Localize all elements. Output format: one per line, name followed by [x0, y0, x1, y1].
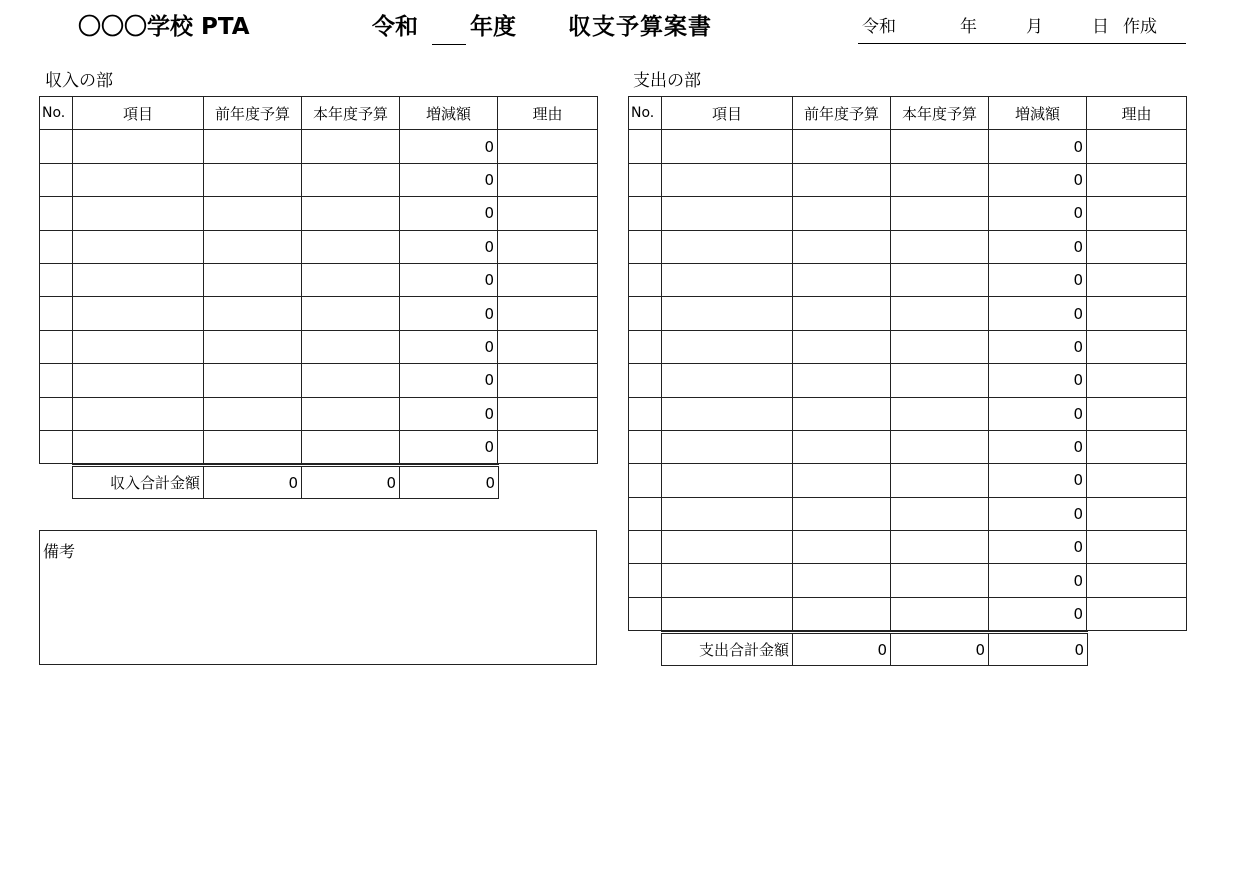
income-total-prev: 0 — [204, 466, 302, 499]
expense-curr-budget-cell[interactable] — [891, 397, 989, 430]
income-total-table — [72, 464, 499, 499]
expense-row — [629, 397, 1187, 430]
expense-reason-cell[interactable] — [1087, 397, 1187, 430]
expense-header-row — [629, 97, 1187, 130]
income-reason-cell[interactable] — [498, 230, 598, 263]
income-no-cell[interactable] — [40, 330, 73, 363]
date-month-label: 月 — [1026, 17, 1043, 37]
income-curr-budget-cell[interactable] — [302, 330, 400, 363]
expense-diff-cell: 0 — [989, 364, 1087, 397]
income-diff-cell: 0 — [400, 197, 498, 230]
income-diff-cell: 0 — [400, 430, 498, 463]
income-row — [40, 130, 598, 163]
expense-no-cell[interactable] — [629, 230, 662, 263]
expense-item-cell[interactable] — [662, 197, 793, 230]
expense-diff-cell: 0 — [989, 263, 1087, 296]
income-prev-budget-cell[interactable] — [204, 297, 302, 330]
expense-item-cell[interactable] — [662, 564, 793, 597]
income-prev-budget-cell[interactable] — [204, 364, 302, 397]
expense-prev-budget-cell[interactable] — [793, 230, 891, 263]
income-prev-budget-cell[interactable] — [204, 330, 302, 363]
expense-reason-cell[interactable] — [1087, 230, 1187, 263]
expense-diff-cell: 0 — [989, 464, 1087, 497]
income-no-cell[interactable] — [40, 397, 73, 430]
expense-row — [629, 263, 1187, 296]
expense-diff-cell: 0 — [989, 531, 1087, 564]
expense-reason-cell[interactable] — [1087, 497, 1187, 530]
expense-no-cell[interactable] — [629, 330, 662, 363]
income-reason-cell[interactable] — [498, 197, 598, 230]
expense-no-cell[interactable] — [629, 297, 662, 330]
expense-prev-budget-cell[interactable] — [793, 497, 891, 530]
expense-prev-budget-cell[interactable] — [793, 163, 891, 196]
expense-no-cell[interactable] — [629, 597, 662, 630]
income-item-cell[interactable] — [73, 230, 204, 263]
expense-item-cell[interactable] — [662, 531, 793, 564]
school-name: 〇〇〇学校 PTA — [78, 14, 250, 40]
col-diff: 増減額 — [989, 97, 1087, 130]
expense-item-cell[interactable] — [662, 597, 793, 630]
income-no-cell[interactable] — [40, 130, 73, 163]
income-curr-budget-cell[interactable] — [302, 263, 400, 296]
income-curr-budget-cell[interactable] — [302, 230, 400, 263]
expense-reason-cell[interactable] — [1087, 364, 1187, 397]
income-reason-cell[interactable] — [498, 297, 598, 330]
expense-curr-budget-cell[interactable] — [891, 230, 989, 263]
income-curr-budget-cell[interactable] — [302, 430, 400, 463]
income-no-cell[interactable] — [40, 430, 73, 463]
expense-curr-budget-cell[interactable] — [891, 464, 989, 497]
income-curr-budget-cell[interactable] — [302, 130, 400, 163]
header-nendo: 年度 — [470, 14, 516, 40]
expense-curr-budget-cell[interactable] — [891, 597, 989, 630]
expense-row — [629, 130, 1187, 163]
expense-item-cell[interactable] — [662, 130, 793, 163]
col-prev-budget: 前年度予算 — [204, 97, 302, 130]
expense-prev-budget-cell[interactable] — [793, 564, 891, 597]
expense-item-cell[interactable] — [662, 430, 793, 463]
expense-diff-cell: 0 — [989, 597, 1087, 630]
income-reason-cell[interactable] — [498, 330, 598, 363]
expense-total-table — [661, 631, 1088, 666]
income-prev-budget-cell[interactable] — [204, 230, 302, 263]
income-no-cell[interactable] — [40, 163, 73, 196]
expense-reason-cell[interactable] — [1087, 430, 1187, 463]
income-item-cell[interactable] — [73, 163, 204, 196]
income-prev-budget-cell[interactable] — [204, 163, 302, 196]
notes-label: 備考 — [43, 542, 76, 561]
expense-prev-budget-cell[interactable] — [793, 297, 891, 330]
date-made-label: 作成 — [1123, 17, 1157, 37]
expense-no-cell[interactable] — [629, 497, 662, 530]
expense-row — [629, 531, 1187, 564]
income-diff-cell: 0 — [400, 297, 498, 330]
income-reason-cell[interactable] — [498, 430, 598, 463]
expense-row — [629, 297, 1187, 330]
income-reason-cell[interactable] — [498, 163, 598, 196]
expense-no-cell[interactable] — [629, 263, 662, 296]
expense-reason-cell[interactable] — [1087, 130, 1187, 163]
income-row — [40, 197, 598, 230]
expense-prev-budget-cell[interactable] — [793, 464, 891, 497]
income-curr-budget-cell[interactable] — [302, 364, 400, 397]
income-reason-cell[interactable] — [498, 130, 598, 163]
income-item-cell[interactable] — [73, 330, 204, 363]
expense-item-cell[interactable] — [662, 263, 793, 296]
expense-curr-budget-cell[interactable] — [891, 497, 989, 530]
col-item: 項目 — [73, 97, 204, 130]
expense-total-row — [662, 633, 1088, 666]
expense-prev-budget-cell[interactable] — [793, 330, 891, 363]
expense-reason-cell[interactable] — [1087, 197, 1187, 230]
expense-diff-cell: 0 — [989, 564, 1087, 597]
income-prev-budget-cell[interactable] — [204, 397, 302, 430]
income-curr-budget-cell[interactable] — [302, 163, 400, 196]
income-no-cell[interactable] — [40, 230, 73, 263]
income-no-cell[interactable] — [40, 263, 73, 296]
expense-item-cell[interactable] — [662, 497, 793, 530]
expense-reason-cell[interactable] — [1087, 564, 1187, 597]
income-item-cell[interactable] — [73, 297, 204, 330]
expense-section-label: 支出の部 — [633, 71, 701, 91]
fiscal-year-blank[interactable] — [432, 44, 466, 45]
expense-item-cell[interactable] — [662, 330, 793, 363]
expense-diff-cell: 0 — [989, 130, 1087, 163]
income-row — [40, 230, 598, 263]
expense-curr-budget-cell[interactable] — [891, 263, 989, 296]
expense-curr-budget-cell[interactable] — [891, 364, 989, 397]
expense-no-cell[interactable] — [629, 130, 662, 163]
income-diff-cell: 0 — [400, 230, 498, 263]
expense-item-cell[interactable] — [662, 364, 793, 397]
expense-diff-cell: 0 — [989, 297, 1087, 330]
expense-curr-budget-cell[interactable] — [891, 297, 989, 330]
col-reason: 理由 — [498, 97, 598, 130]
col-no: No. — [40, 97, 73, 130]
expense-prev-budget-cell[interactable] — [793, 263, 891, 296]
date-day-label: 日 — [1092, 17, 1109, 37]
col-curr-budget: 本年度予算 — [302, 97, 400, 130]
expense-curr-budget-cell[interactable] — [891, 163, 989, 196]
expense-row — [629, 330, 1187, 363]
income-no-cell[interactable] — [40, 197, 73, 230]
expense-curr-budget-cell[interactable] — [891, 197, 989, 230]
income-row — [40, 430, 598, 463]
income-section-label: 収入の部 — [45, 71, 113, 91]
income-row — [40, 263, 598, 296]
expense-item-cell[interactable] — [662, 230, 793, 263]
expense-prev-budget-cell[interactable] — [793, 397, 891, 430]
income-row — [40, 163, 598, 196]
income-diff-cell: 0 — [400, 364, 498, 397]
income-no-cell[interactable] — [40, 297, 73, 330]
income-diff-cell: 0 — [400, 397, 498, 430]
income-prev-budget-cell[interactable] — [204, 263, 302, 296]
expense-diff-cell: 0 — [989, 197, 1087, 230]
document-title: 収支予算案書 — [568, 14, 712, 40]
expense-reason-cell[interactable] — [1087, 297, 1187, 330]
expense-item-cell[interactable] — [662, 464, 793, 497]
expense-total-label: 支出合計金額 — [662, 633, 793, 666]
income-prev-budget-cell[interactable] — [204, 197, 302, 230]
header-era: 令和 — [372, 14, 418, 40]
income-reason-cell[interactable] — [498, 397, 598, 430]
expense-no-cell[interactable] — [629, 464, 662, 497]
income-reason-cell[interactable] — [498, 364, 598, 397]
col-curr-budget: 本年度予算 — [891, 97, 989, 130]
col-item: 項目 — [662, 97, 793, 130]
expense-diff-cell: 0 — [989, 230, 1087, 263]
income-no-cell[interactable] — [40, 364, 73, 397]
income-total-diff: 0 — [400, 466, 499, 499]
income-item-cell[interactable] — [73, 430, 204, 463]
expense-row — [629, 364, 1187, 397]
expense-reason-cell[interactable] — [1087, 464, 1187, 497]
income-row — [40, 364, 598, 397]
date-year-label: 年 — [960, 17, 977, 37]
expense-total-prev: 0 — [793, 633, 891, 666]
expense-prev-budget-cell[interactable] — [793, 364, 891, 397]
expense-row — [629, 464, 1187, 497]
income-item-cell[interactable] — [73, 364, 204, 397]
expense-no-cell[interactable] — [629, 364, 662, 397]
col-prev-budget: 前年度予算 — [793, 97, 891, 130]
expense-reason-cell[interactable] — [1087, 531, 1187, 564]
expense-diff-cell: 0 — [989, 497, 1087, 530]
income-prev-budget-cell[interactable] — [204, 430, 302, 463]
income-diff-cell: 0 — [400, 330, 498, 363]
expense-total-diff: 0 — [989, 633, 1088, 666]
expense-diff-cell: 0 — [989, 397, 1087, 430]
income-item-cell[interactable] — [73, 197, 204, 230]
expense-diff-cell: 0 — [989, 163, 1087, 196]
expense-reason-cell[interactable] — [1087, 263, 1187, 296]
col-reason: 理由 — [1087, 97, 1187, 130]
expense-no-cell[interactable] — [629, 163, 662, 196]
income-curr-budget-cell[interactable] — [302, 397, 400, 430]
col-no: No. — [629, 97, 662, 130]
expense-reason-cell[interactable] — [1087, 330, 1187, 363]
expense-curr-budget-cell[interactable] — [891, 531, 989, 564]
income-header-row — [40, 97, 598, 130]
income-item-cell[interactable] — [73, 397, 204, 430]
expense-diff-cell: 0 — [989, 330, 1087, 363]
expense-row — [629, 163, 1187, 196]
expense-reason-cell[interactable] — [1087, 597, 1187, 630]
expense-row — [629, 430, 1187, 463]
income-curr-budget-cell[interactable] — [302, 297, 400, 330]
expense-total-curr: 0 — [891, 633, 989, 666]
income-reason-cell[interactable] — [498, 263, 598, 296]
expense-curr-budget-cell[interactable] — [891, 330, 989, 363]
expense-row — [629, 497, 1187, 530]
income-total-label: 収入合計金額 — [73, 466, 204, 499]
expense-curr-budget-cell[interactable] — [891, 430, 989, 463]
expense-prev-budget-cell[interactable] — [793, 597, 891, 630]
date-underline — [858, 43, 1186, 44]
income-row — [40, 330, 598, 363]
income-diff-cell: 0 — [400, 263, 498, 296]
expense-diff-cell: 0 — [989, 430, 1087, 463]
expense-curr-budget-cell[interactable] — [891, 564, 989, 597]
income-curr-budget-cell[interactable] — [302, 197, 400, 230]
expense-prev-budget-cell[interactable] — [793, 130, 891, 163]
income-prev-budget-cell[interactable] — [204, 130, 302, 163]
income-total-row — [73, 466, 499, 499]
income-diff-cell: 0 — [400, 163, 498, 196]
income-total-curr: 0 — [302, 466, 400, 499]
expense-curr-budget-cell[interactable] — [891, 130, 989, 163]
expense-prev-budget-cell[interactable] — [793, 531, 891, 564]
income-row — [40, 397, 598, 430]
expense-row — [629, 564, 1187, 597]
expense-no-cell[interactable] — [629, 430, 662, 463]
expense-prev-budget-cell[interactable] — [793, 197, 891, 230]
date-era: 令和 — [862, 17, 896, 37]
expense-row — [629, 197, 1187, 230]
income-table — [39, 96, 598, 464]
expense-no-cell[interactable] — [629, 397, 662, 430]
income-diff-cell: 0 — [400, 130, 498, 163]
income-item-cell[interactable] — [73, 130, 204, 163]
expense-item-cell[interactable] — [662, 163, 793, 196]
income-item-cell[interactable] — [73, 263, 204, 296]
col-diff: 増減額 — [400, 97, 498, 130]
expense-no-cell[interactable] — [629, 197, 662, 230]
expense-row — [629, 230, 1187, 263]
expense-no-cell[interactable] — [629, 564, 662, 597]
expense-no-cell[interactable] — [629, 531, 662, 564]
expense-row — [629, 597, 1187, 630]
expense-prev-budget-cell[interactable] — [793, 430, 891, 463]
expense-item-cell[interactable] — [662, 397, 793, 430]
expense-item-cell[interactable] — [662, 297, 793, 330]
notes-box[interactable] — [39, 530, 597, 665]
income-row — [40, 297, 598, 330]
expense-reason-cell[interactable] — [1087, 163, 1187, 196]
expense-table — [628, 96, 1187, 631]
